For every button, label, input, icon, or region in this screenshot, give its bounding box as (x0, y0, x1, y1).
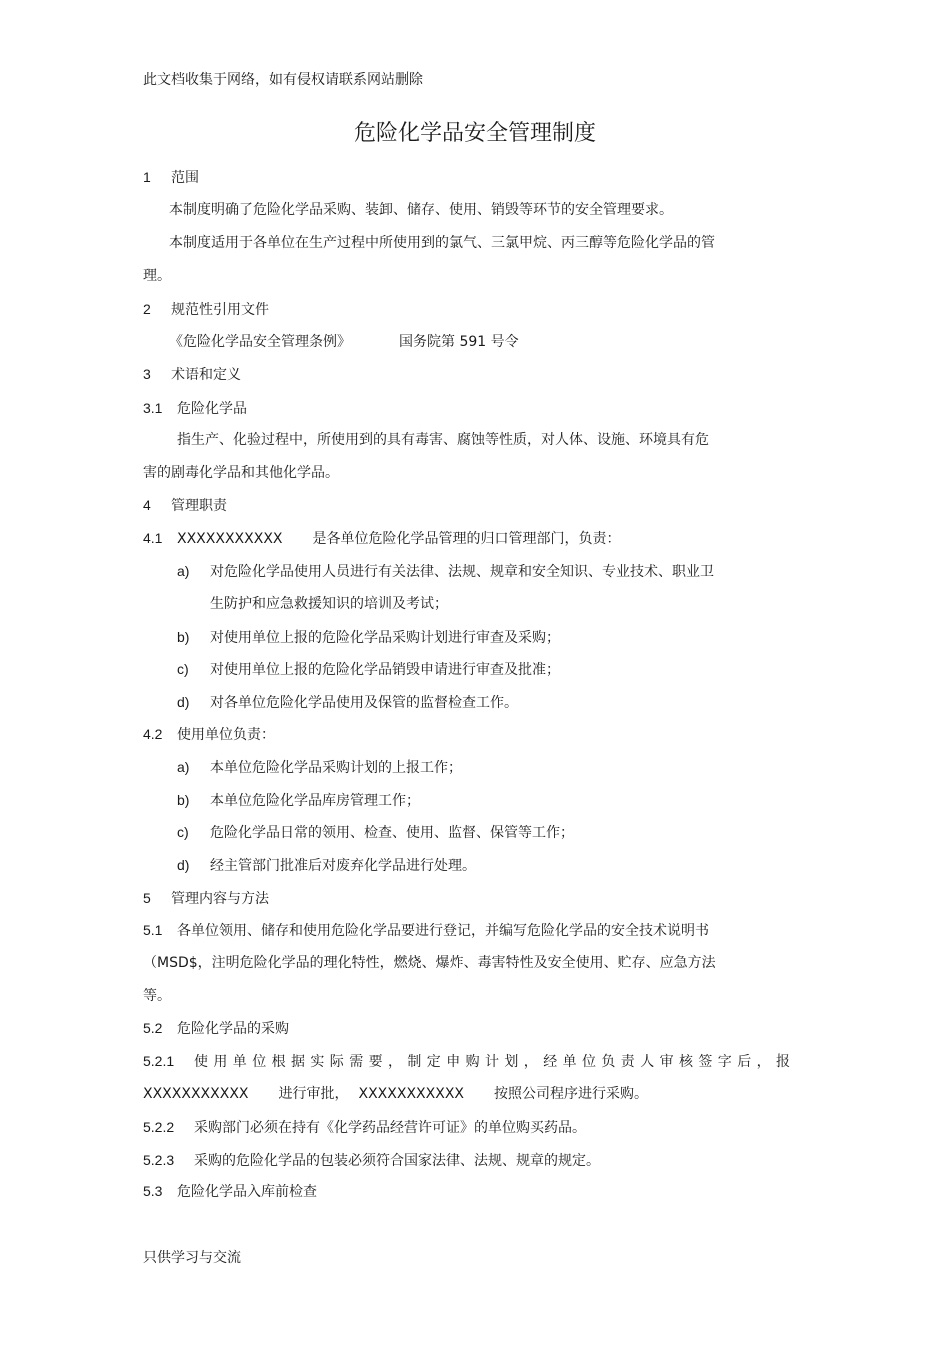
section-number: c) (177, 661, 189, 677)
line-text: 等。 (143, 988, 171, 1004)
section-number: b) (177, 792, 190, 808)
line-text: 国务院第 591 号令 (399, 334, 519, 350)
line-text: 管理内容与方法 (171, 891, 269, 907)
section-number: c) (177, 824, 189, 840)
text-line (177, 430, 709, 450)
text-line (143, 1181, 317, 1202)
text-line (143, 1117, 586, 1138)
text-line (177, 561, 714, 582)
section-number: 5.1 (143, 922, 163, 938)
section-number: d) (177, 857, 190, 873)
line-text: 采购的危险化学品的包装必须符合国家法律、法规、规章的规定。 (194, 1153, 600, 1169)
line-text: 使用单位根据实际需要，制定申购计划，经单位负责人审核签字后，报 (194, 1054, 796, 1070)
text-line (143, 528, 621, 549)
text-line (177, 855, 476, 876)
text-line (143, 364, 241, 385)
line-text: 本单位危险化学品采购计划的上报工作； (210, 760, 462, 776)
line-text: 本单位危险化学品库房管理工作； (210, 793, 420, 809)
line-text: XXXXXXXXXXX (177, 531, 283, 547)
line-text: 危险化学品的采购 (177, 1021, 289, 1037)
text-line (143, 724, 275, 745)
section-number: 4.1 (143, 530, 163, 546)
text-line (210, 594, 448, 614)
line-text: 本制度适用于各单位在生产过程中所使用到的氯气、三氯甲烷、丙三醇等危险化学品的管 (169, 235, 715, 251)
text-line (143, 888, 269, 909)
text-line (177, 757, 462, 778)
text-line (143, 1051, 795, 1072)
section-number: a) (177, 759, 190, 775)
section-number: 5.2 (143, 1020, 163, 1036)
line-text: 本制度明确了危险化学品采购、装卸、储存、使用、销毁等环节的安全管理要求。 (169, 202, 673, 218)
text-line (177, 822, 574, 843)
line-text: （MSD$，注明危险化学品的理化特性，燃烧、爆炸、毒害特性及安全使用、贮存、应急方法 (143, 955, 716, 971)
text-line (169, 332, 519, 352)
line-text: 按照公司程序进行采购。 (494, 1086, 648, 1102)
line-text: 规范性引用文件 (171, 302, 269, 318)
text-line (143, 920, 709, 941)
line-text: 理。 (143, 268, 171, 284)
text-line (143, 953, 716, 973)
text-line (177, 659, 560, 680)
text-line (169, 233, 715, 253)
text-line (143, 1084, 648, 1104)
section-number: 5.2.1 (143, 1053, 175, 1069)
section-number: 4 (143, 497, 151, 513)
text-line (143, 1018, 289, 1039)
line-text: 《危险化学品安全管理条例》 (169, 334, 351, 350)
line-text: 术语和定义 (171, 367, 241, 383)
section-number: 3.1 (143, 400, 163, 416)
line-text: 危险化学品日常的领用、检查、使用、监督、保管等工作； (210, 825, 574, 841)
text-line (143, 495, 227, 516)
line-text: 生防护和应急救援知识的培训及考试； (210, 596, 448, 612)
text-line (143, 167, 199, 188)
line-text: 进行审批， (278, 1086, 349, 1102)
section-number: 3 (143, 366, 151, 382)
line-text: 危险化学品 (177, 401, 247, 417)
document-title: 危险化学品安全管理制度 (353, 121, 596, 146)
section-number: 5.3 (143, 1183, 163, 1199)
line-text: 害的剧毒化学品和其他化学品。 (143, 465, 339, 481)
text-line (143, 299, 269, 320)
section-number: 5 (143, 890, 151, 906)
text-line (143, 986, 171, 1006)
line-text: XXXXXXXXXXX (143, 1086, 249, 1102)
line-text: XXXXXXXXXXX (358, 1086, 464, 1102)
line-text: 危险化学品入库前检查 (177, 1184, 317, 1200)
line-text: 各单位领用、储存和使用危险化学品要进行登记，并编写危险化学品的安全技术说明书 (177, 923, 709, 939)
section-number: a) (177, 563, 190, 579)
line-text: 经主管部门批准后对废弃化学品进行处理。 (210, 858, 476, 874)
text-line (177, 692, 518, 713)
text-line (143, 266, 171, 286)
line-text: 对各单位危险化学品使用及保管的监督检查工作。 (210, 695, 518, 711)
section-number: b) (177, 629, 190, 645)
line-text: 管理职责 (171, 498, 227, 514)
section-number: 4.2 (143, 726, 163, 742)
line-text: 对使用单位上报的危险化学品采购计划进行审查及采购； (210, 630, 560, 646)
section-number: 1 (143, 169, 151, 185)
section-number: 2 (143, 301, 151, 317)
section-number: 5.2.3 (143, 1152, 175, 1168)
text-line (169, 200, 673, 220)
line-text: 范围 (171, 170, 199, 186)
line-text: 是各单位危险化学品管理的归口管理部门，负责： (312, 531, 621, 547)
line-text: 对使用单位上报的危险化学品销毁申请进行审查及批准； (210, 662, 560, 678)
text-line (143, 463, 339, 483)
line-text: 采购部门必须在持有《化学药品经营许可证》的单位购买药品。 (194, 1120, 586, 1136)
line-text: 指生产、化验过程中，所使用到的具有毒害、腐蚀等性质，对人体、设施、环境具有危 (177, 432, 709, 448)
page-footer: 只供学习与交流 (143, 1250, 241, 1266)
section-number: d) (177, 694, 190, 710)
page-header: 此文档收集于网络，如有侵权请联系网站删除 (143, 72, 423, 88)
line-text: 对危险化学品使用人员进行有关法律、法规、规章和安全知识、专业技术、职业卫 (210, 564, 714, 580)
text-line (143, 1150, 600, 1171)
text-line (177, 627, 560, 648)
line-text: 使用单位负责： (177, 727, 275, 743)
section-number: 5.2.2 (143, 1119, 175, 1135)
text-line (143, 398, 247, 419)
text-line (177, 790, 420, 811)
